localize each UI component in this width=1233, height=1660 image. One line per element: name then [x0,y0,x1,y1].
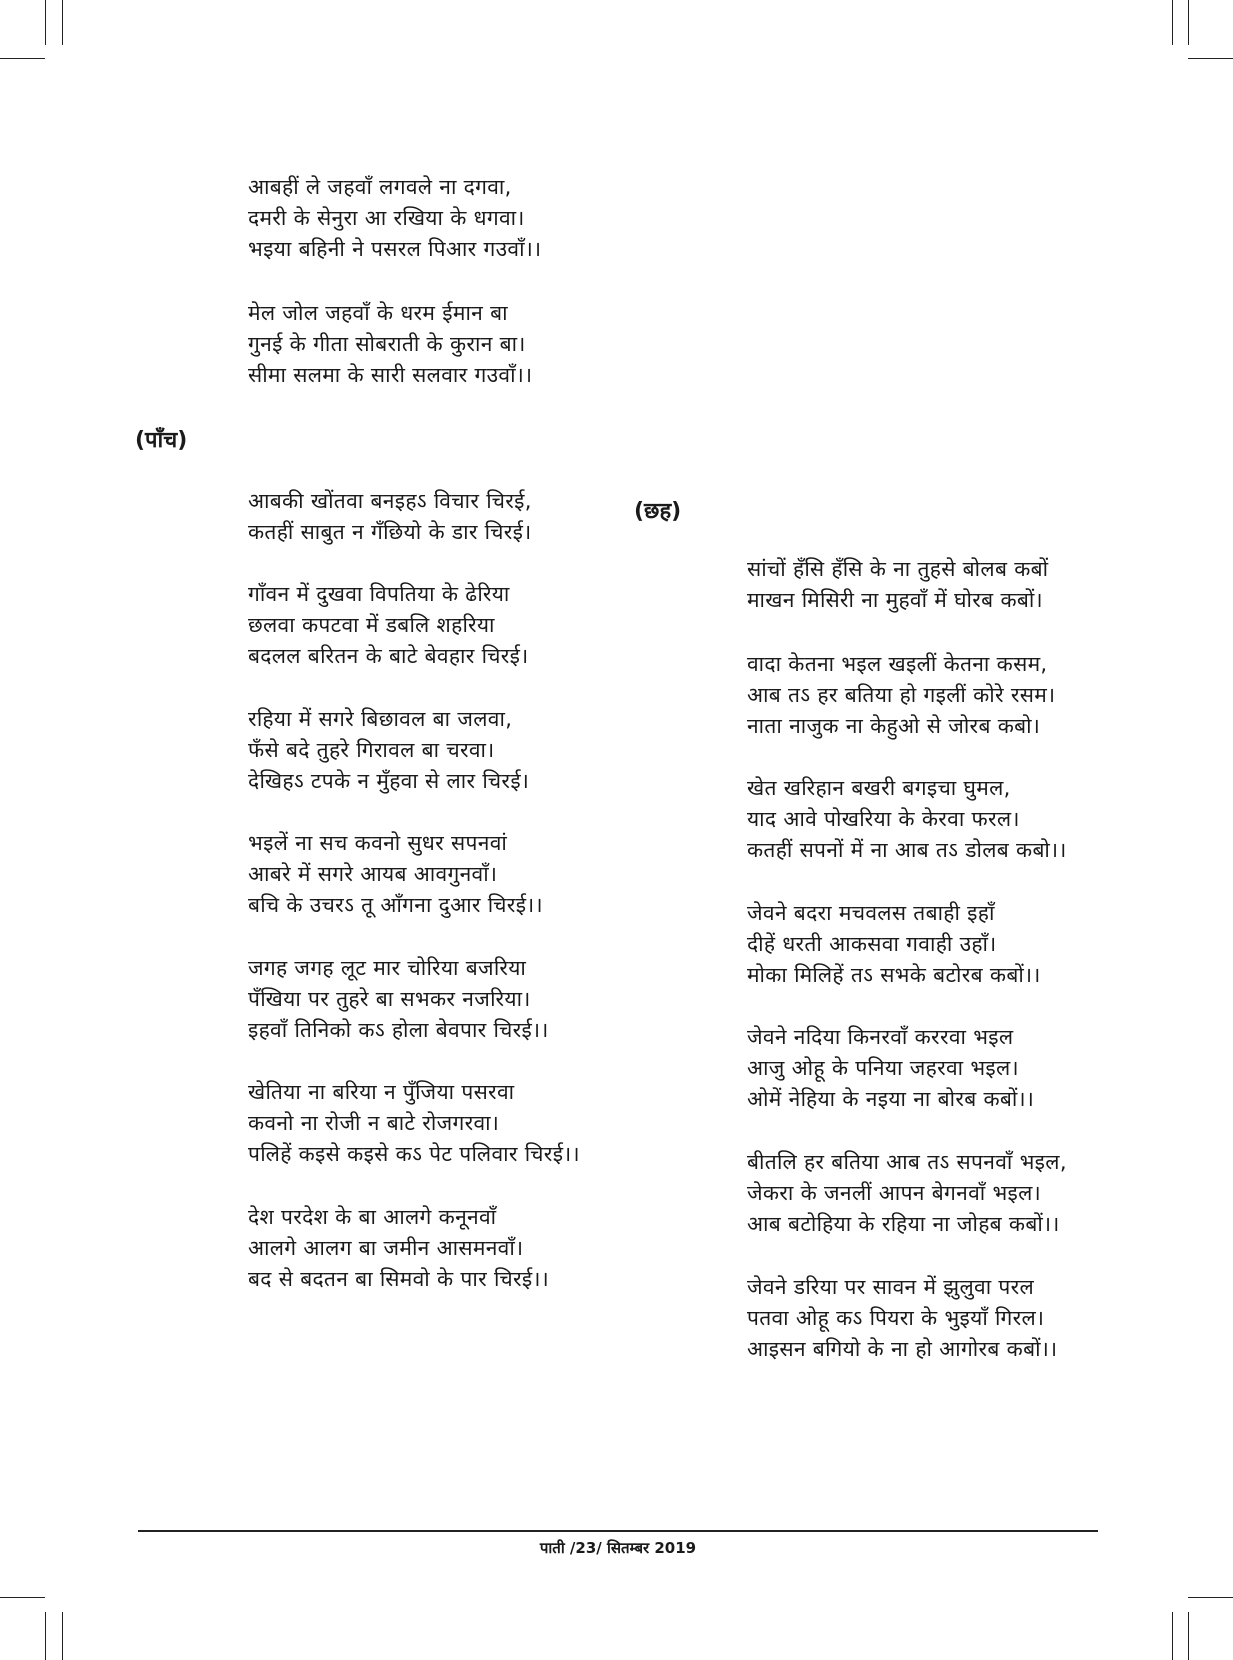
verse-line: पँखिया पर तुहरे बा सभकर नजरिया। [248,987,531,1011]
verse-line: भइया बहिनी ने पसरल पिआर गउवाँ।। [248,237,542,261]
verse-line: वादा केतना भइल खइलीं केतना कसम, [747,652,1048,676]
verse-line: सीमा सलमा के सारी सलवार गउवाँ।। [248,363,533,387]
verse-line: कतहीं सपनों में ना आब तऽ डोलब कबो।। [747,838,1067,862]
stanza [248,298,532,391]
verse-line: आब बटोहिया के रहिया ना जोहब कबों।। [747,1212,1060,1236]
verse-line: दमरी के सेनुरा आ रखिया के धगवा। [248,206,525,230]
verse-line: इहवाँ तिनिको कऽ होला बेवपार चिरई।। [248,1018,549,1042]
verse-line: रहिया में सगरे बिछावल बा जलवा, [248,707,513,731]
verse-line: खेत खरिहान बखरी बगइचा घुमल, [747,776,1011,800]
verse-line: भइलें ना सच कवनो सुधर सपनवां [248,831,508,855]
crop-mark [0,1597,45,1598]
crop-mark [1188,58,1233,59]
verse-line: पतवा ओहू कऽ पियरा के भुइयाँ गिरल। [747,1306,1045,1330]
verse-line: आबहीं ले जहवाँ लगवले ना दगवा, [248,175,512,199]
stanza [747,1272,1057,1365]
page-footer: पाती /23/ सितम्बर 2019 [539,1539,697,1557]
verse-line: ओमें नेहिया के नइया ना बोरब कबों।। [747,1087,1035,1111]
verse-line: मोका मिलिहें तऽ सभके बटोरब कबों।। [747,963,1041,987]
verse-line: आलगे आलग बा जमीन आसमनवाँ। [248,1236,524,1260]
crop-mark [62,0,63,45]
verse-line: छलवा कपटवा में डबलि शहरिया [248,613,495,637]
crop-mark [45,0,46,45]
crop-mark [1172,1612,1173,1660]
verse-line: जगह जगह लूट मार चोरिया बजरिया [248,956,527,980]
verse-line: जेवने नदिया किनरवाँ कररवा भइल [747,1025,1014,1049]
crop-mark [1188,1597,1233,1598]
crop-mark [62,1612,63,1660]
stanza [248,486,532,548]
verse-line: जेवने बदरा मचवलस तबाही इहाँ [747,901,995,925]
stanza [248,1202,549,1295]
verse-line: जेवने डरिया पर सावन में झुलुवा परल [747,1275,1035,1299]
verse-line: देश परदेश के बा आलगे कनूनवाँ [248,1205,497,1229]
stanza [248,1077,580,1170]
stanza [248,953,549,1046]
verse-line: बचि के उचरऽ तू आँगना दुआर चिरई।। [248,893,543,917]
verse-line: आजु ओहू के पनिया जहरवा भइल। [747,1056,1019,1080]
verse-line: बीतलि हर बतिया आब तऽ सपनवाँ भइल, [747,1150,1067,1174]
verse-line: आबकी खोंतवा बनइहऽ विचार चिरई, [248,489,532,513]
stanza [248,704,529,797]
verse-line: सांचों हँसि हँसि के ना तुहसे बोलब कबों [747,557,1049,581]
crop-mark [1188,0,1189,45]
stanza [747,554,1048,616]
stanza [248,579,528,672]
crop-mark [1188,1612,1189,1660]
stanza [747,773,1067,866]
verse-line: बद से बदतन बा सिमवो के पार चिरई।। [248,1267,550,1291]
verse-line: मेल जोल जहवाँ के धरम ईमान बा [248,301,508,325]
verse-line: खेतिया ना बरिया न पुँजिया पसरवा [248,1080,515,1104]
verse-line: फँसे बदे तुहरे गिरावल बा चरवा। [248,738,495,762]
verse-line: माखन मिसिरी ना मुहवाँ में घोरब कबों। [747,588,1043,612]
verse-line: नाता नाजुक ना केहुओ से जोरब कबो। [747,714,1041,738]
verse-line: बदलल बरितन के बाटे बेवहार चिरई। [248,644,529,668]
verse-line: आइसन बगियो के ना हो आगोरब कबों।। [747,1337,1058,1361]
verse-line: गुनई के गीता सोबराती के कुरान बा। [248,332,526,356]
crop-mark [1172,0,1173,45]
poem-heading: (छह) [634,499,682,524]
footer-rule [138,1530,1098,1532]
verse-line: आब तऽ हर बतिया हो गइलीं कोरे रसम। [747,683,1056,707]
verse-line: दीहें धरती आकसवा गवाही उहाँ। [747,932,997,956]
stanza [747,1147,1067,1240]
verse-line: गाँवन में दुखवा विपतिया के ढेरिया [248,582,510,606]
crop-mark [45,1612,46,1660]
stanza [747,1022,1034,1115]
verse-line: पलिहें कइसे कइसे कऽ पेट पलिवार चिरई।। [248,1142,580,1166]
stanza [248,828,543,921]
stanza [248,172,541,265]
stanza [747,649,1055,742]
verse-line: कवनो ना रोजी न बाटे रोजगरवा। [248,1111,500,1135]
verse-line: देखिहऽ टपके न मुँहवा से लार चिरई। [248,769,530,793]
verse-line: याद आवे पोखरिया के केरवा फरल। [747,807,1020,831]
verse-line: कतहीं साबुत न गँछियो के डार चिरई। [248,520,532,544]
poem-heading: (पाँच) [135,428,188,453]
verse-line: जेकरा के जनलीं आपन बेगनवाँ भइल। [747,1181,1041,1205]
crop-mark [0,58,45,59]
stanza [747,898,1041,991]
verse-line: आबरे में सगरे आयब आवगुनवाँ। [248,862,498,886]
